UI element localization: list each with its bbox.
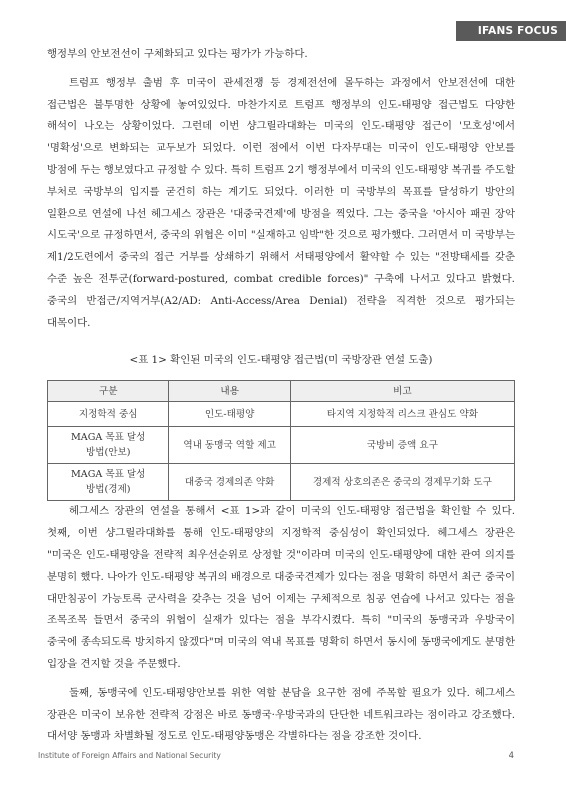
- table-cell: 경제적 상호의존은 중국의 경제무기화 도구: [290, 464, 514, 501]
- table-header-cell: 내용: [169, 381, 290, 402]
- table-row: [48, 464, 515, 501]
- footer-institute-name: Institute of Foreign Affairs and National Security: [38, 751, 221, 760]
- paragraph-trump-approach: 트럼프 행정부 출범 후 미국이 관세전쟁 등 경제전선에 몰두하는 과정에서 안보전선에 대한 접근법은 불투명한 상황에 놓여있었다. 마찬가지로 트럼프 행정부의 인도-태평양 접근법도 다양한 해석이 나오는 상황이었다. 그런데 이번 샹그릴라대화는 미국의 인도-태평양 접근이 '모호성'에서 '명확성'으로 변화되는 교두보가 되었다. 이런 점에서 이번 다자무대는 미국이 인도-태평양 안보를 방점에 두는 행보였다고 규정할 수 있다. 특히 트럼프 2기 행정부에서 미국의 인도-태평양 복귀를 주도할 부처로 국방부의 입지를 굳건히 하는 계기도 되었다. 이러한 미 국방부의 목표를 달성하기 방안의 일환으로 연설에 나선 헤그세스 장관은 '대중국견제'에 방점을 찍었다. 그는 중국을 '아시아 패권 장악 시도국'으로 규정하면서, 중국의 위협은 이미 "실재하고 임박"한 것으로 평가했다. 그러면서 미 국방부는 제1/2도련에서 중국의 접근 거부를 상쇄하기 위해서 서태평양에서 활약할 수 있는 "전방태세를 갖춘 수준 높은 전투군(forward-postured, combat credible forces)" 구축에 나서고 있다고 밝혔다. 중국의 반접근/지역거부(A2/AD: Anti-Access/Area Denial) 전략을 직격한 것으로 평가되는 대목이다.: [47, 76, 515, 329]
- table-cell: 국방비 증액 요구: [290, 427, 514, 464]
- table-cell: MAGA 목표 달성 방법(경제): [48, 464, 169, 501]
- page-number: 4: [508, 750, 514, 760]
- paragraph-first-point: 헤그세스 장관의 연설을 통해서 <표 1>과 같이 미국의 인도-태평양 접근법을 확인할 수 있다. 첫째, 이번 샹그릴라대화를 통해 인도-태평양의 지정학적 중심성이 확인되었다. 헤그세스 장관은 "미국은 인도-태평양을 전략적 최우선순위로 상정할 것"이라며 미국의 인도-태평양에 대한 관여 의지를 분명히 했다. 나아가 인도-태평양 복귀의 배경으로 대중국견제가 있다는 점을 명확히 하면서 최근 중국이 대만침공이 가능토록 군사력을 갖추는 것을 넘어 이제는 구체적으로 침공 연습에 나서고 있다는 점을 조목조목 들면서 중국의 위협이 실재가 있다는 점을 부각시켰다. 특히 "미국의 동맹국과 우방국이 중국에 종속되도록 방치하지 않겠다"며 미국의 역내 목표를 명확히 하면서 동시에 동맹국에게도 분명한 입장을 견지할 것을 주문했다.: [47, 505, 516, 670]
- table-cell: 지정학적 중심: [48, 402, 169, 427]
- paragraph-intro: 행정부의 안보전선이 구체화되고 있다는 평가가 가능하다.: [47, 48, 308, 60]
- approach-table: [47, 380, 515, 501]
- page-content: [47, 44, 515, 748]
- table-row: [48, 402, 515, 427]
- table-header-cell: 구분: [48, 381, 169, 402]
- table-cell: MAGA 목표 달성 방법(안보): [48, 427, 169, 464]
- table-caption: <표 1> 확인된 미국의 인도-태평양 접근법(미 국방장관 연설 도출): [129, 354, 433, 367]
- paragraph-second-point: 둘째, 동맹국에 인도-태평양안보를 위한 역할 분담을 요구한 점에 주목할 필요가 있다. 헤그세스 장관은 미국이 보유한 전략적 강점은 바로 동맹국·우방국과의 단단한 네트워크라는 점이라고 강조했다. 대서양 동맹과 차별화될 정도로 인도-태평양동맹은 각별하다는 점을 강조한 것이다.: [47, 686, 515, 743]
- table-row: [48, 427, 515, 464]
- table-cell: 대중국 경제의존 약화: [169, 464, 290, 501]
- table-header-row: [48, 381, 515, 402]
- header-badge: IFANS FOCUS: [456, 21, 566, 41]
- table-cell: 타지역 지정학적 리스크 관심도 약화: [290, 402, 514, 427]
- table-cell: 역내 동맹국 역할 제고: [169, 427, 290, 464]
- table-cell: 인도-태평양: [169, 402, 290, 427]
- table-header-cell: 비고: [290, 381, 514, 402]
